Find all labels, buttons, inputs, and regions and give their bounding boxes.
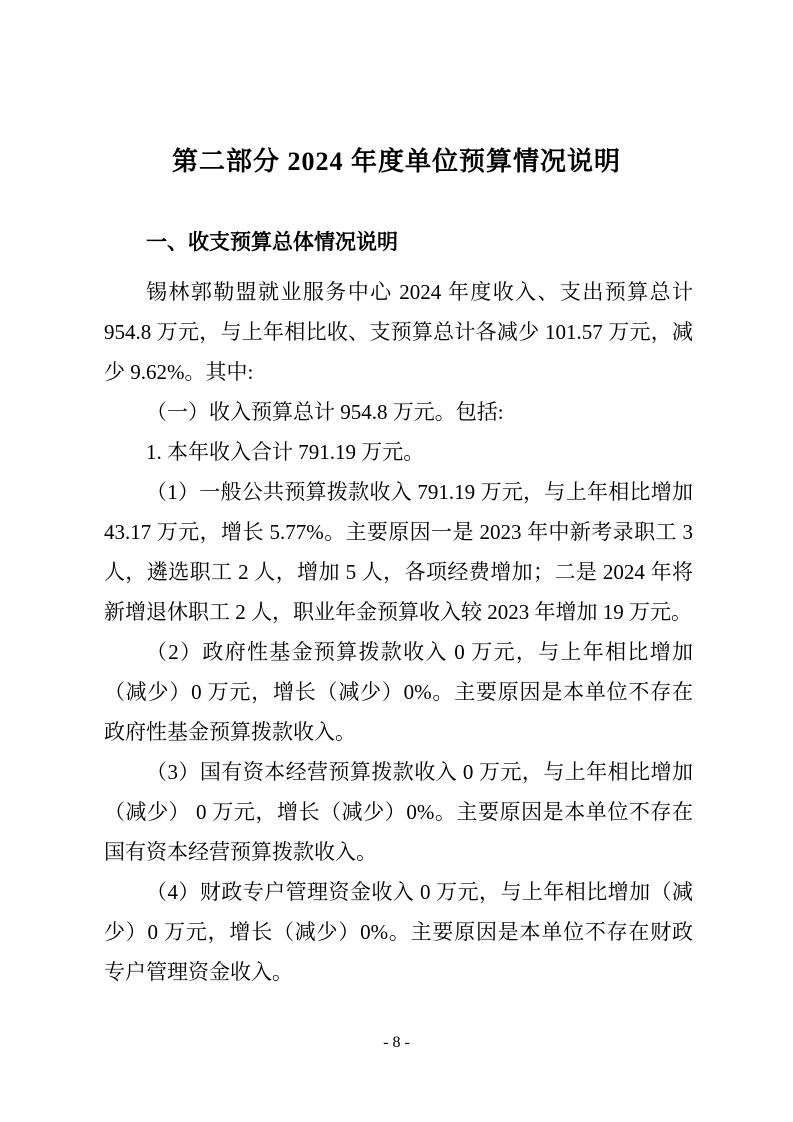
paragraph-fiscal-special-account: （4）财政专户管理资金收入 0 万元，与上年相比增加（减少）0 万元，增长（减少）0%。主要原因是本单位不存在财政专户管理资金收入。 [104,880,693,984]
page-number: - 8 - [383,1034,410,1051]
paragraph-income-total: （一）收入预算总计 954.8 万元。包括: [146,400,504,424]
paragraph-government-fund: （2）政府性基金预算拨款收入 0 万元，与上年相比增加（减少）0 万元，增长（减少）0%。主要原因是本单位不存在政府性基金预算拨款收入。 [104,640,693,744]
paragraph-current-year-income: 1. 本年收入合计 791.19 万元。 [146,440,425,464]
paragraph-overview: 锡林郭勒盟就业服务中心 2024 年度收入、支出预算总计 954.8 万元，与上年相比收、支预算总计各减少 101.57 万元，减少 9.62%。其中: [104,280,693,384]
document-body [104,272,693,992]
page-title: 第二部分 2024 年度单位预算情况说明 [171,147,621,176]
paragraph-state-capital: （3）国有资本经营预算拨款收入 0 万元，与上年相比增加（减少） 0 万元，增长（减少）0%。主要原因是本单位不存在国有资本经营预算拨款收入。 [104,760,693,864]
section-heading: 一、收支预算总体情况说明 [146,231,398,254]
paragraph-general-public-budget: （1）一般公共预算拨款收入 791.19 万元，与上年相比增加 43.17 万元，增长 5.77%。主要原因一是 2023 年中新考录职工 3 人，遴选职工 2 人，增加 5 人，各项经费增加；二是 2024 年将新增退休职工 2 人，职业年金预算收入较 2023 年增加 19 万元。 [104,480,693,624]
